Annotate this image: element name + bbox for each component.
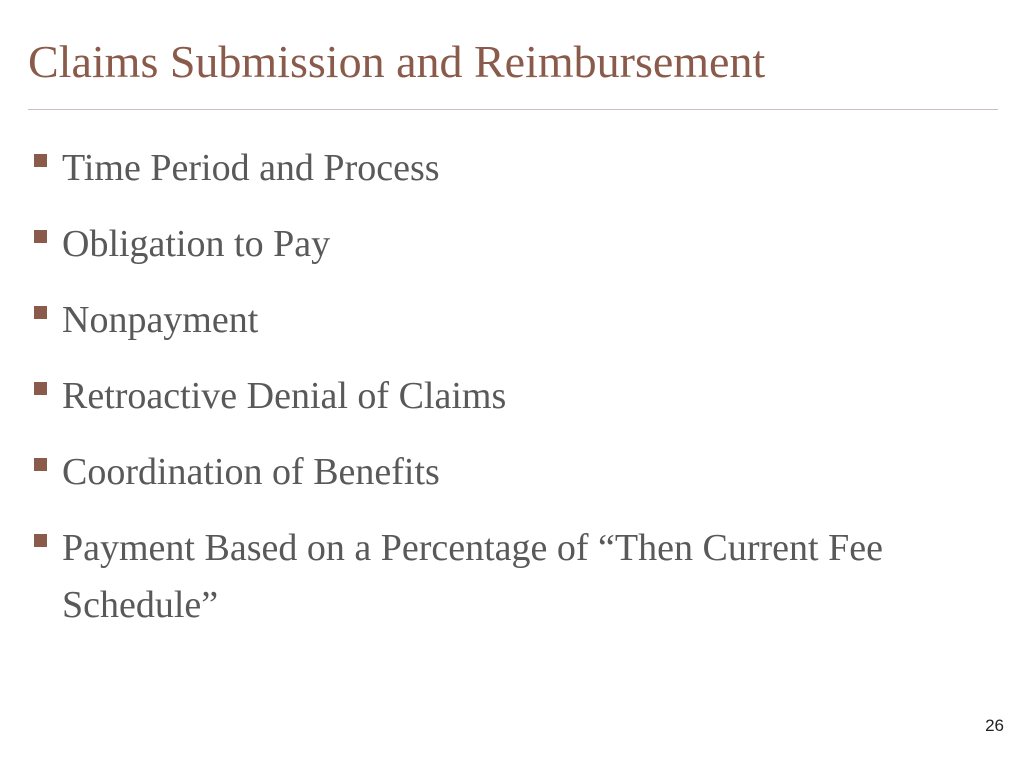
slide-title: Claims Submission and Reimbursement — [28, 36, 766, 87]
bullet-item — [32, 520, 992, 634]
square-bullet-icon — [34, 382, 47, 395]
bullet-list — [32, 140, 992, 653]
bullet-text: Obligation to Pay — [62, 223, 331, 265]
bullet-text: Coordination of Benefits — [62, 451, 440, 493]
bullet-item — [32, 140, 992, 197]
square-bullet-icon — [34, 154, 47, 167]
square-bullet-icon — [34, 306, 47, 319]
bullet-text: Nonpayment — [62, 299, 259, 341]
bullet-text: Time Period and Process — [62, 147, 440, 189]
bullet-item — [32, 444, 992, 501]
bullet-text: Payment Based on a Percentage of “Then Current Fee Schedule” — [62, 527, 883, 626]
square-bullet-icon — [34, 230, 47, 243]
square-bullet-icon — [34, 534, 47, 547]
bullet-item — [32, 368, 992, 425]
bullet-item — [32, 292, 992, 349]
slide-number: 26 — [985, 716, 1004, 735]
bullet-item — [32, 216, 992, 273]
title-divider — [28, 109, 998, 110]
square-bullet-icon — [34, 458, 47, 471]
bullet-text: Retroactive Denial of Claims — [62, 375, 507, 417]
